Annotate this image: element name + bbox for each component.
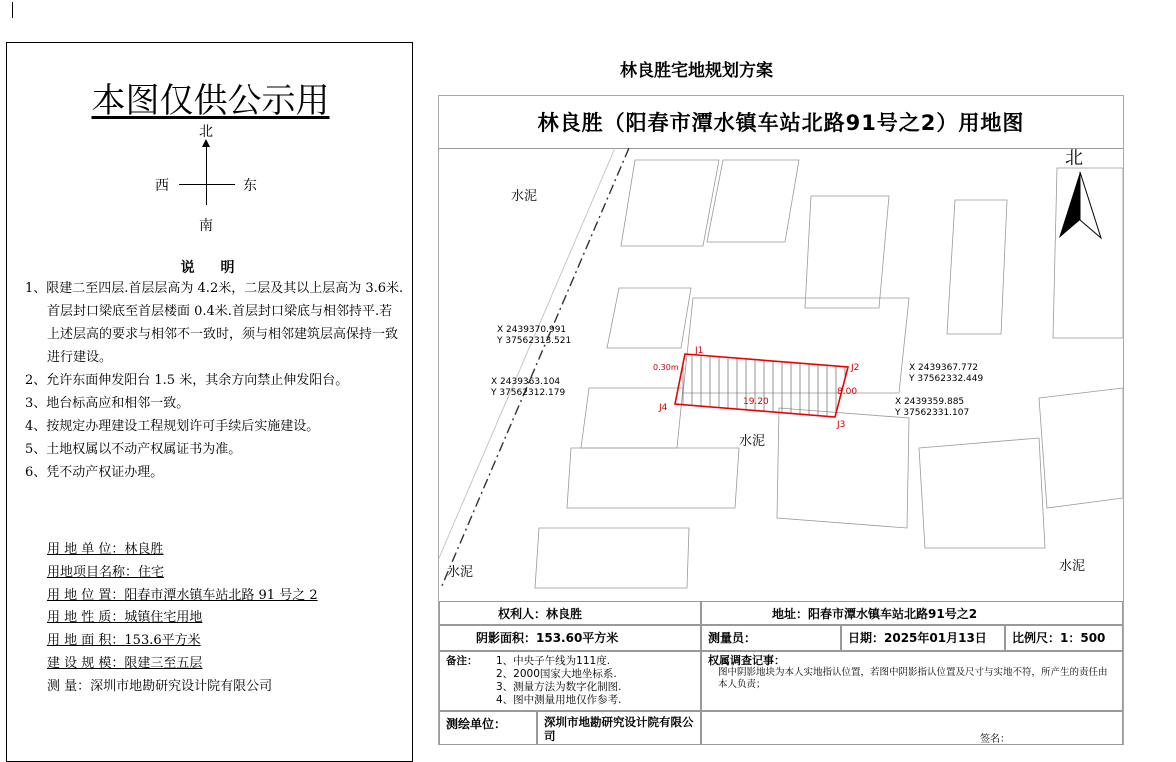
coordinate-j2: X 2439367.772 Y 37562332.449 [909, 363, 984, 384]
sign-cell: 签名： [701, 711, 1123, 745]
compass-horizontal-line [179, 184, 235, 185]
dimension-offset: 0.30m [653, 363, 679, 372]
point-label-j4: J4 [659, 403, 668, 413]
info-row-project: 用地项目名称：住宅 [47, 564, 165, 580]
info-row-scale: 建 设 规 模：限建三至五层 [47, 655, 203, 671]
map-label-cement: 水泥 [1059, 559, 1086, 574]
info-row-survey: 测 量：深圳市地勘研究设计院有限公司 [47, 678, 273, 694]
target-parcel [675, 354, 848, 417]
address-cell: 地址：阳春市潭水镇车站北路91号之2 [701, 601, 1123, 625]
coordinate-line: Y 37562332.449 [909, 374, 984, 384]
road-edge-line [439, 148, 615, 558]
notes-heading: 说 明 [180, 260, 241, 276]
scale-cell: 比例尺：1：500 [1005, 625, 1123, 651]
note-item: 1、限建二至四层.首层层高为 4.2米，二层及其以上层高为 3.6米.首层封口梁底至首层楼面 0.4米.首层封口梁底与相邻持平.若上述层高的要求与相邻不一致时，须与相邻建筑层高保持一致进行建设。 [25, 281, 404, 365]
point-label-j2: J2 [851, 363, 860, 373]
note-item: 2、允许东面伸发阳台 1.5 米，其余方向禁止伸发阳台。 [25, 373, 349, 388]
coordinate-line: Y 37562331.107 [895, 408, 970, 418]
owner-cell: 权利人：林良胜 [439, 601, 701, 625]
note-item: 6、凭不动产权证办理。 [25, 465, 164, 480]
rights-cell: 权属调查记事： 图中阴影地块为本人实地指认位置，若图中阴影指认位置及尺寸与实地不符，所产生的责任由本人负责； [701, 651, 1123, 711]
remarks-list: 1、中央子午线为111度. 2、2000国家大地坐标系. 3、测量方法为数字化制图. 4、图中测量用地仅作参考. [496, 655, 622, 706]
surveyor-cell: 测量员： [701, 625, 841, 651]
point-label-j3: J3 [837, 420, 846, 430]
svg-text:北: 北 [1065, 148, 1083, 169]
compass-north-label: 北 [199, 124, 213, 140]
map-header: 林良胜（阳春市潭水镇车站北路91号之2）用地图 [439, 96, 1123, 149]
notice-panel [6, 42, 413, 762]
road-boundary-line [441, 148, 629, 588]
info-row-area: 用 地 面 积：153.6平方米 [47, 633, 201, 649]
compass-west-label: 西 [155, 178, 169, 194]
area-cell: 阴影面积：153.60平方米 [439, 625, 701, 651]
land-use-map [438, 95, 1124, 745]
info-row-nature: 用 地 性 质：城镇住宅用地 [47, 610, 203, 626]
info-row-unit: 用 地 单 位：林良胜 [47, 542, 164, 557]
notes-list [25, 277, 405, 484]
compass-south-label: 南 [199, 218, 213, 234]
coordinate-j1: X 2439370.991 Y 37562313.521 [497, 325, 572, 346]
remarks-cell: 备注： 1、中央子午线为111度. 2、2000国家大地坐标系. 3、测量方法为数字化制图. 4、图中测量用地仅作参考. [439, 651, 701, 711]
coordinate-line: Y 37562312.179 [491, 388, 566, 398]
unit-value-cell: 深圳市地勘研究设计院有限公司 [537, 711, 701, 745]
compass-vertical-line [206, 141, 207, 205]
compass-rose [155, 124, 267, 239]
compass-east-label: 东 [243, 178, 257, 194]
note-item: 5、土地权属以不动产权属证书为准。 [25, 442, 242, 457]
info-row-location: 用 地 位 置：阳春市潭水镇车站北路 91 号之 2 [47, 587, 318, 603]
coordinate-j3: X 2439359.885 Y 37562331.107 [895, 397, 970, 418]
public-notice-title: 本图仅供公示用 [91, 81, 330, 121]
cadastral-map [439, 148, 1123, 601]
map-label-cement: 水泥 [447, 565, 474, 580]
point-label-j1: J1 [695, 346, 704, 356]
cursor-mark [12, 2, 13, 18]
map-north-arrow-icon [1059, 148, 1101, 238]
coordinate-line: Y 37562313.521 [497, 336, 572, 346]
note-item: 3、地台标高应和相邻一致。 [25, 396, 190, 411]
dimension-length: 19.20 [743, 397, 769, 407]
dimension-width: 8.00 [837, 387, 858, 397]
map-label-cement: 水泥 [511, 189, 538, 204]
land-info [47, 539, 407, 699]
map-info-table [439, 601, 1123, 745]
note-item: 4、按规定办理建设工程规划许可手续后实施建设。 [25, 419, 320, 434]
unit-label-cell: 测绘单位： [439, 711, 537, 745]
coordinate-j4: X 2439363.104 Y 37562312.179 [491, 377, 566, 398]
plan-title: 林良胜宅地规划方案 [620, 61, 773, 81]
map-label-cement: 水泥 [739, 434, 766, 449]
date-cell: 日期：2025年01月13日 [841, 625, 1005, 651]
